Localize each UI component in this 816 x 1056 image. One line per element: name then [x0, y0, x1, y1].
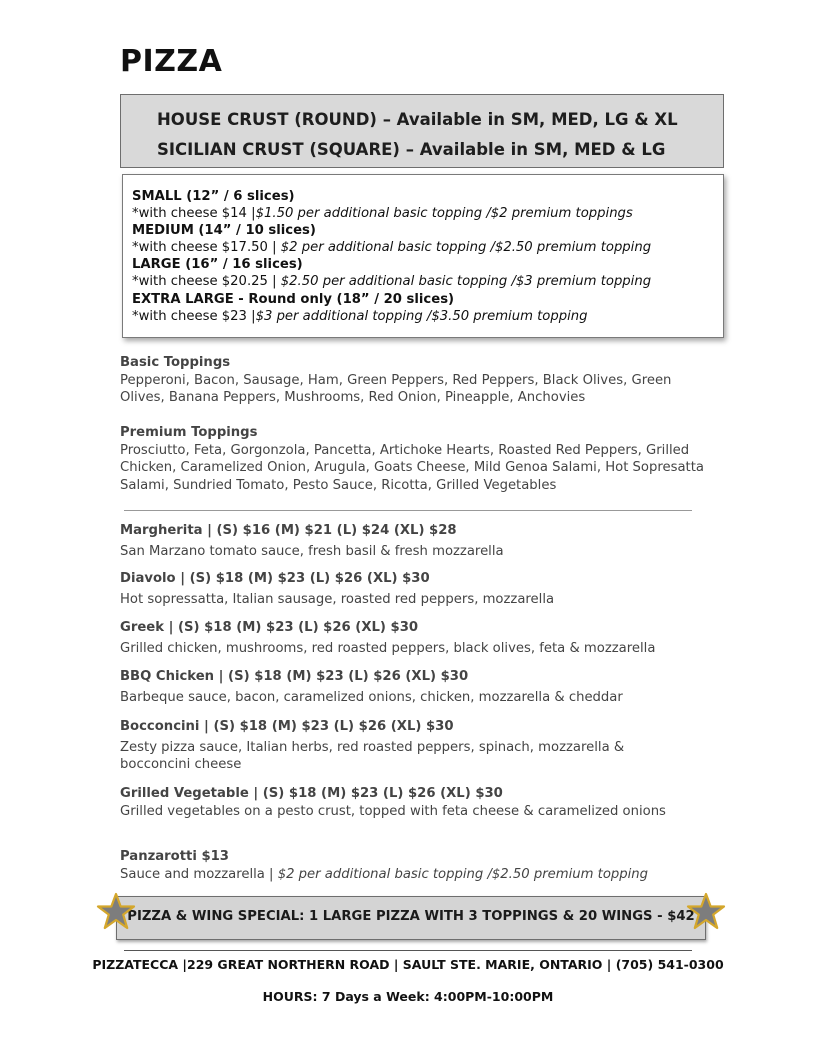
pizza-item-bbq-chicken — [120, 668, 680, 706]
pizza-name-price: Diavolo | (S) $18 (M) $23 (L) $26 (XL) $30 — [120, 571, 430, 586]
pizza-description: Grilled chicken, mushrooms, red roasted peppers, black olives, feta & mozzarella — [120, 640, 656, 656]
size-xl-name: EXTRA LARGE - Round only (18” / 20 slices) — [132, 291, 455, 307]
pizza-description — [120, 866, 720, 884]
pizza-name-price: Panzarotti $13 — [120, 849, 229, 864]
star-icon — [96, 892, 136, 932]
size-medium-topping-price: $2 per additional basic topping /$2.50 premium topping — [280, 240, 652, 256]
size-medium-price — [132, 239, 723, 256]
footer-address: PIZZATECCA |229 GREAT NORTHERN ROAD | SAULT STE. MARIE, ONTARIO | (705) 541-0300 — [92, 957, 724, 972]
size-large-topping-price: $2.50 per additional basic topping /$3 premium topping — [280, 274, 652, 290]
size-small-cheese-price: *with cheese $14 | — [132, 206, 256, 222]
size-large-cheese-price: *with cheese $20.25 | — [132, 274, 281, 290]
size-small-topping-price: $1.50 per additional basic topping /$2 premium toppings — [255, 206, 633, 222]
size-small-name: SMALL (12” / 6 slices) — [132, 189, 295, 204]
footer-divider — [124, 950, 692, 951]
pizza-description: Barbeque sauce, bacon, caramelized onions, chicken, mozzarella & cheddar — [120, 689, 623, 705]
pizza-description: San Marzano tomato sauce, fresh basil & fresh mozzarella — [120, 543, 504, 559]
premium-toppings-list: Prosciutto, Feta, Gorgonzola, Pancetta, Artichoke Hearts, Roasted Red Peppers, Grilled Chicken, Caramelized Onion, Arugula, Goats Cheese, Mild Genoa Salami, Hot Sopresatta Salami, Sundried Tomato, Pesto Sauce, Ricotta, Grilled Vegetables — [120, 442, 704, 493]
pizza-name-price: Grilled Vegetable | (S) $18 (M) $23 (L) $26 (XL) $30 — [120, 786, 503, 801]
pizza-item-panzarotti — [120, 848, 720, 883]
size-large-name: LARGE (16” / 16 slices) — [132, 257, 303, 273]
pizza-description: Grilled vegetables on a pesto crust, topped with feta cheese & caramelized onions — [120, 803, 666, 819]
pizza-name-price: Bocconcini | (S) $18 (M) $23 (L) $26 (XL) $30 — [120, 719, 454, 734]
pizza-name-price: Greek | (S) $18 (M) $23 (L) $26 (XL) $30 — [120, 620, 419, 635]
pizza-description: Hot sopressatta, Italian sausage, roasted red peppers, mozzarella — [120, 591, 555, 607]
size-xl-cheese-price: *with cheese $23 | — [132, 308, 256, 324]
basic-toppings-heading: Basic Toppings — [120, 355, 231, 370]
panzarotti-topping-price: $2 per additional basic topping /$2.50 premium topping — [277, 866, 649, 882]
size-medium-name: MEDIUM (14” / 10 slices) — [132, 223, 316, 239]
basic-toppings-list: Pepperoni, Bacon, Sausage, Ham, Green Peppers, Red Peppers, Black Olives, Green Olives, Banana Peppers, Mushrooms, Red Onion, Pineapple, Anchovies — [120, 372, 672, 405]
pizza-item-bocconcini — [120, 718, 680, 774]
premium-toppings-section — [120, 424, 710, 494]
basic-toppings-section — [120, 354, 710, 407]
pizza-name-price: Margherita | (S) $16 (M) $21 (L) $24 (XL) $28 — [120, 523, 457, 538]
size-xl-price — [132, 308, 723, 325]
crust-sicilian: SICILIAN CRUST (SQUARE) – Available in SM, MED & LG — [157, 140, 666, 159]
size-medium-cheese-price: *with cheese $17.50 | — [132, 240, 281, 256]
pizza-item-grilled-vegetable — [120, 785, 680, 820]
section-divider — [124, 510, 692, 511]
size-large-price — [132, 273, 723, 290]
pizza-description: Zesty pizza sauce, Italian herbs, red roasted peppers, spinach, mozzarella & bocconcini cheese — [120, 739, 625, 772]
pizza-item-margherita — [120, 522, 680, 560]
premium-toppings-heading: Premium Toppings — [120, 425, 258, 440]
size-xl-topping-price: $3 per additional topping /$3.50 premium topping — [255, 308, 588, 324]
pizza-item-diavolo — [120, 570, 680, 608]
star-icon — [686, 892, 726, 932]
pizza-name-price: BBQ Chicken | (S) $18 (M) $23 (L) $26 (XL) $30 — [120, 669, 469, 684]
special-offer-banner: PIZZA & WING SPECIAL: 1 LARGE PIZZA WITH 3 TOPPINGS & 20 WINGS - $42 — [116, 896, 706, 940]
panzarotti-description: Sauce and mozzarella | — [120, 866, 278, 882]
pizza-item-greek — [120, 619, 680, 657]
crust-options-box — [120, 94, 724, 168]
footer-hours: HOURS: 7 Days a Week: 4:00PM-10:00PM — [262, 989, 554, 1004]
page-title: PIZZA — [120, 44, 223, 79]
size-small-price — [132, 205, 723, 222]
size-pricing-box — [122, 174, 724, 338]
crust-house: HOUSE CRUST (ROUND) – Available in SM, MED, LG & XL — [157, 110, 678, 129]
